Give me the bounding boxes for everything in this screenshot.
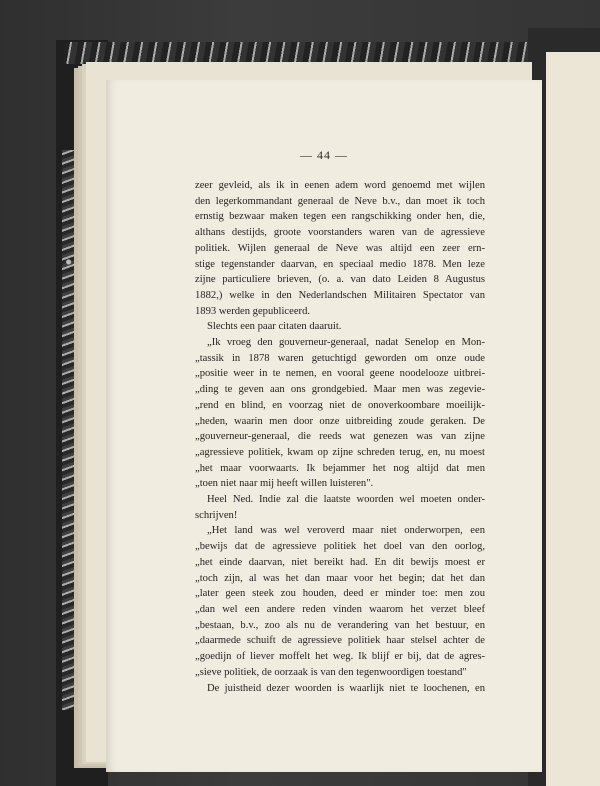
text-line: „het einde daarvan, niet bereikt had. En dit bewijs moest er bbox=[195, 556, 485, 568]
text-line: „rend en blind, en voorzag niet de onoverkoombare moeilijk- bbox=[195, 399, 485, 411]
text-line: „sieve politiek, de oorzaak is van den tegenwoordigen toestand" bbox=[195, 666, 467, 678]
text-line: „later geen steek zou houden, deed er minder toe: men zou bbox=[195, 588, 485, 600]
text-line: „heden, waarin men door onze uitbreiding zoude geraken. De bbox=[195, 415, 485, 427]
text-line: 1882,) welke in den Nederlandschen Militairen Spectator van bbox=[195, 289, 485, 301]
text-line: politiek. Wijlen generaal de Neve was altijd een zeer ern- bbox=[195, 242, 485, 254]
marbled-edge bbox=[62, 150, 84, 710]
text-line: „bestaan, b.v., zoo als nu de verandering van het bestuur, en bbox=[195, 619, 485, 631]
text-line: 1893 werden gepubliceerd. bbox=[195, 305, 311, 317]
page-number: — 44 — bbox=[300, 148, 348, 162]
book-page bbox=[106, 80, 542, 772]
text-line: „bewijs dat de agressieve politiek het doel van den oorlog, bbox=[195, 541, 485, 553]
text-line: ernstig bezwaar maken tegen een rangschikking onder hen, die, bbox=[195, 211, 485, 223]
text-line: „positie weer in te nemen, en vooral geene noodelooze uitbrei- bbox=[195, 368, 485, 380]
text-line: „ding te geven aan ons grondgebied. Maar men was zegevie- bbox=[195, 384, 485, 396]
text-line: „tassik in 1878 waren getuchtigd geworden om onze oude bbox=[195, 352, 485, 364]
text-line: „goedijn of liever moffelt het weg. Ik blijf er bij, dat de agres- bbox=[195, 651, 485, 663]
adjacent-page-right bbox=[546, 52, 600, 786]
text-line: „Ik vroeg den gouverneur-generaal, nadat Senelop en Mon- bbox=[207, 337, 485, 349]
text-line: „toen niet naar mij heeft willen luisteren". bbox=[195, 478, 374, 490]
text-line: „daarmede schuift de agressieve politiek haar stelsel achter de bbox=[195, 635, 485, 647]
text-line: „het maar voorwaarts. Ik bejammer het nog altijd dat men bbox=[195, 462, 485, 474]
text-line: „dan wel een andere reden vinden waarom het verzet bleef bbox=[195, 603, 485, 615]
text-line: „agressieve politiek, kwam op zijne schreden terug, en, nu moest bbox=[195, 446, 485, 458]
text-line: Heel Ned. Indie zal die laatste woorden wel moeten onder- bbox=[207, 494, 485, 506]
text-line: De juistheid dezer woorden is waarlijk niet te loochenen, en bbox=[207, 682, 485, 694]
text-line: „Het land was wel veroverd maar niet onderworpen, een bbox=[207, 525, 485, 537]
text-line: Slechts een paar citaten daaruit. bbox=[207, 321, 342, 333]
text-line: schrijven! bbox=[195, 509, 238, 521]
text-line: „toch zijn, al was het dan maar voor het begin; dat het dan bbox=[195, 572, 485, 584]
text-line: den legerkommandant generaal de Neve b.v., dan moet ik toch bbox=[195, 195, 485, 207]
marbled-cover-top bbox=[64, 42, 534, 64]
text-line: „gouverneur-generaal, die reeds wat genezen was van zijne bbox=[195, 431, 485, 443]
text-line: zijne particuliere brieven, (o. a. van dato Leiden 8 Augustus bbox=[195, 274, 485, 286]
body-text bbox=[195, 178, 485, 696]
text-line: stige tegenstander daarvan, en speciaal medio 1878. Men leze bbox=[195, 258, 485, 270]
text-line: althans destijds, groote voorstanders waren van de agressieve bbox=[195, 227, 485, 239]
text-line: zeer gevleid, als ik in eenen adem word genoemd met wijlen bbox=[195, 180, 485, 191]
